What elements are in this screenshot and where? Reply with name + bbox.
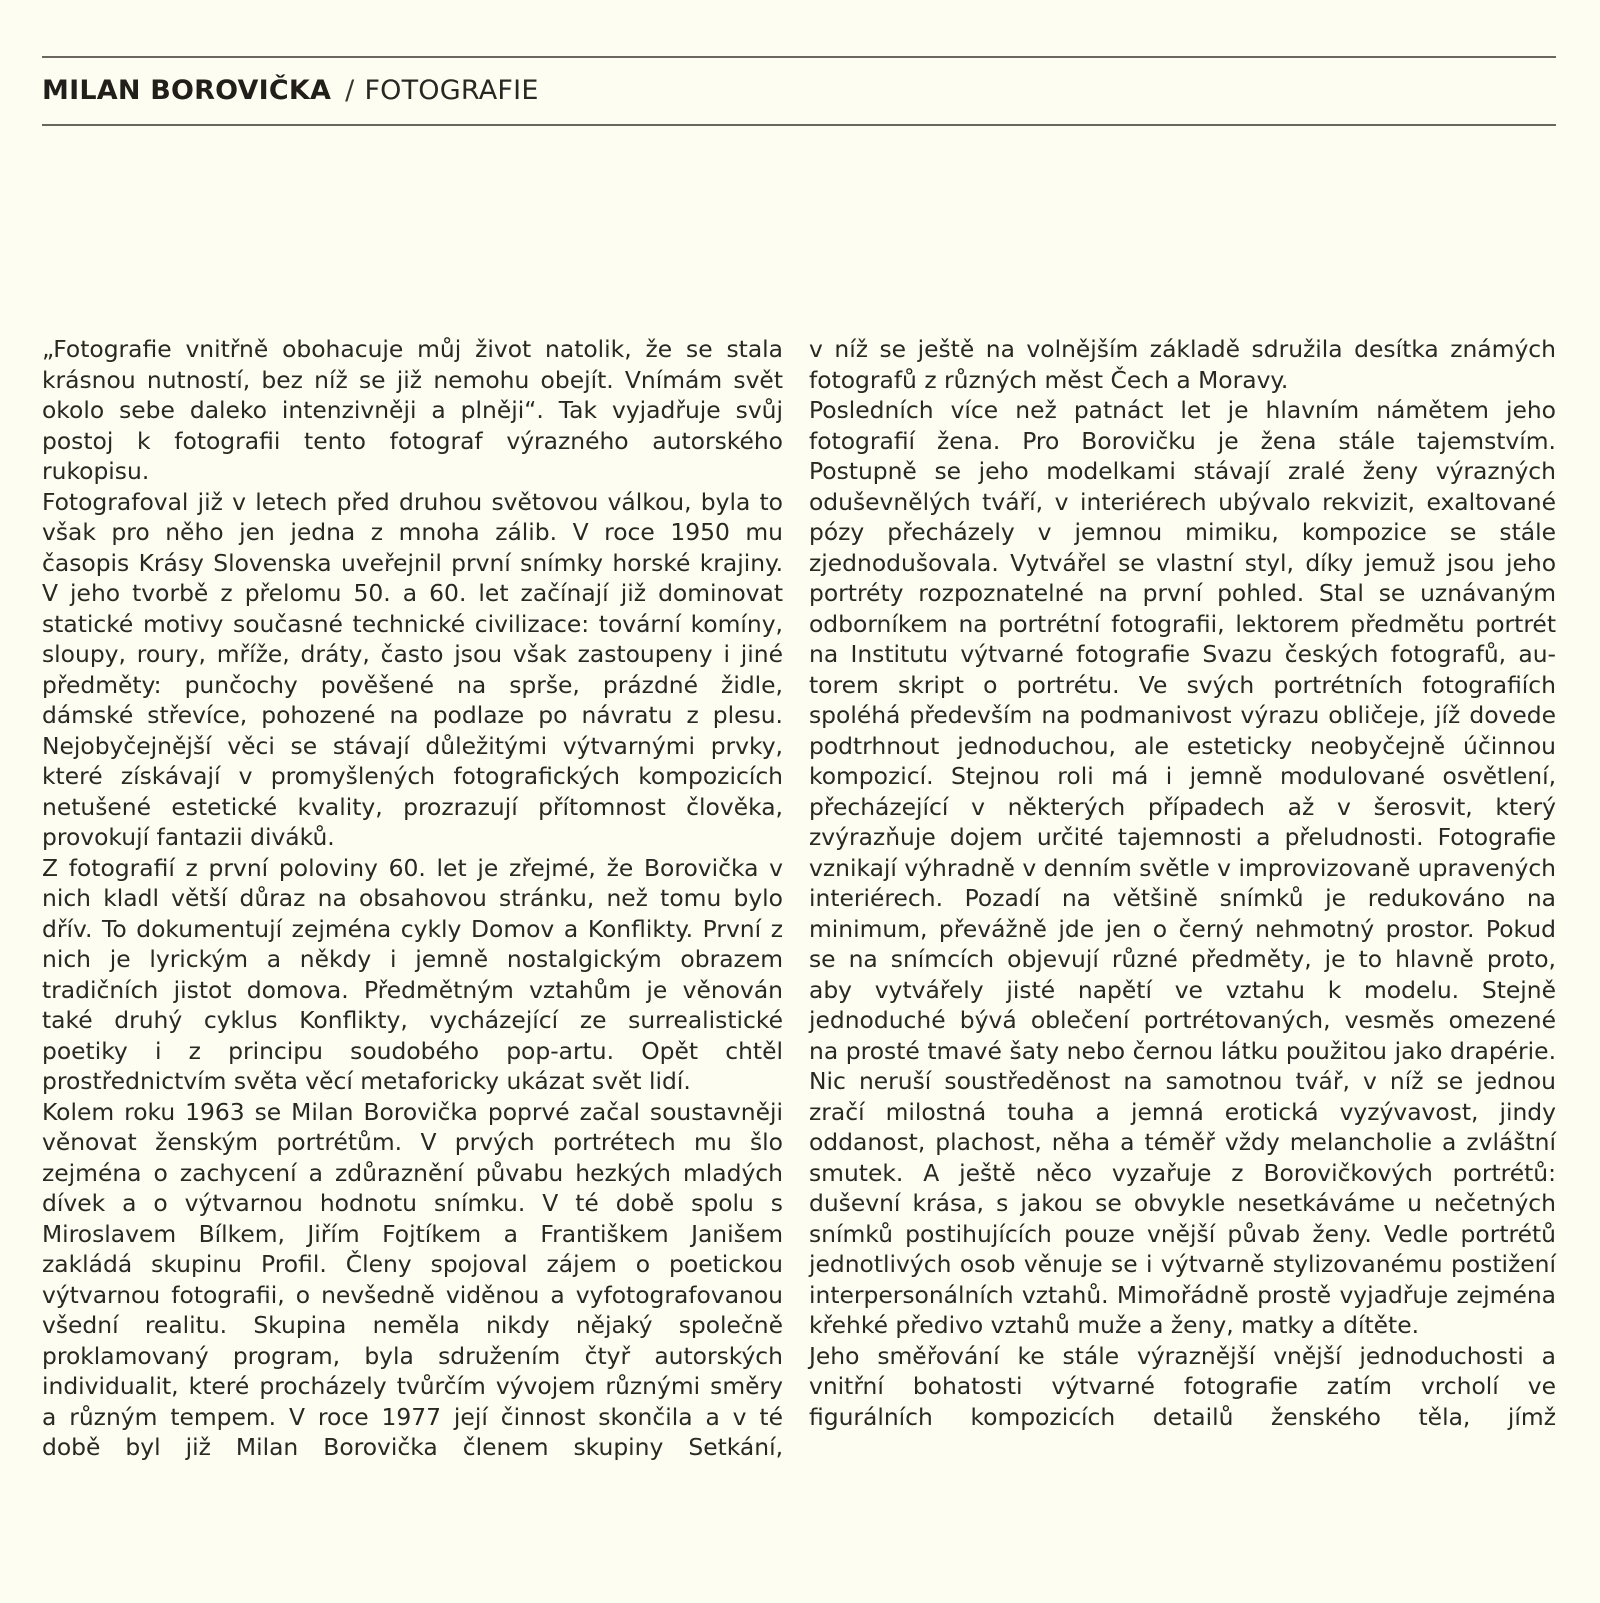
- paragraph: Z fotografií z první poloviny 60. let je zřejmé, že Borovička v nich kladl větší důraz na obsahovou stránku, než tomu bylo dřív. To dokumentují zejména cykly Domov a Konflikty. První z nich je lyrickým a někdy i jemně nostalgickým obrazem tradičních jistot domova. Předmětným vztahům je věnován také druhý cyklus Konflikty, vycházející ze surrealistické poetiky i z principu soudobého pop-artu. Opět chtěl prostřednictvím světa věcí metaforicky ukázat svět lidí.: [42, 853, 783, 1095]
- page-header: [42, 74, 539, 108]
- article-left-column: [42, 334, 783, 1463]
- header-top-rule: [42, 56, 1556, 58]
- paragraph: Jeho směřování ke stále výraznější vnější jednoduchosti a vnitřní bohatosti výtvarné fotografie zatím vrcholí ve figurálních kompozicích detailů ženského těla, jímž: [809, 1341, 1556, 1431]
- article-right-column: [809, 334, 1556, 1432]
- paragraph: Posledních více než patnáct let je hlavním námětem jeho fotografií žena. Pro Borovičku je žena stále tajemstvím. Postupně se jeho modelkami stávají zralé ženy výrazných oduševnělých tváří, v interiérech ubývalo rekvizit, exaltované pózy přecházely v jemnou mimiku, kompozice se stále zjednodušovala. Vytvářel se vlastní styl, díky jemuž jsou jeho portréty rozpoznatelné na první pohled. Stal se uznávaným odborníkem na portrétní fotografii, lektorem předmětu portrét na Institutu výtvarné fotografie Svazu českých fotografů, autorem skript o portrétu. Ve svých portrétních fotografiích spoléhá především na podmanivost výrazu obličeje, jíž dovede podtrhnout jednoduchou, ale esteticky neobyčejně účinnou kompozicí. Stejnou roli má i jemně modulované osvětlení, přecházející v některých případech až v šerosvit, který zvýrazňuje dojem určité tajemnosti a přeludnosti. Fotografie vznikají výhradně v denním světle v improvizovaně upravených interiérech. Pozadí na většině snímků je redukováno na minimum, převážně jde jen o černý nehmotný prostor. Pokud se na snímcích objevují různé předměty, je to hlavně proto, aby vytvářely jisté napětí ve vztahu k modelu. Stejně jednoduché bývá oblečení portrétovaných, vesměs omezené na prosté tmavé šaty nebo černou látku použitou jako drapérie. Nic neruší soustředěnost na samotnou tvář, v níž se jednou zračí milostná touha a jemná erotická vyzývavost, jindy oddanost, plachost, něha a téměř vždy melancholie a zvláštní smutek. A ještě něco vyzařuje z Borovičkových portrétů: duševní krása, s jakou se obvykle nesetkáváme u nečetných snímků postihujících pouze vnější půvab ženy. Vedle portrétů jednotlivých osob věnuje se i výtvarně stylizovanému postižení interpersonálních vztahů. Mimořádně prostě vyjadřuje zejména křehké předivo vztahů muže a ženy, matky a dítěte.: [809, 396, 1556, 1339]
- header-section: FOTOGRAFIE: [364, 75, 539, 106]
- paragraph: v níž se ještě na volnějším základě sdružila desítka známých fotografů z různých měst Čech a Moravy.: [809, 335, 1556, 394]
- header-separator: /: [345, 75, 355, 106]
- header-author: MILAN BOROVIČKA: [42, 75, 332, 106]
- header-bottom-rule: [42, 124, 1556, 126]
- paragraph: Fotografoval již v letech před druhou světovou válkou, byla to však pro něho jen jedna z mnoha zálib. V roce 1950 mu časopis Krásy Slovenska uveřejnil první snímky horské krajiny. V jeho tvorbě z přelomu 50. a 60. let začínají již dominovat statické motivy současné technické civilizace: tovární komíny, sloupy, roury, mříže, dráty, často jsou však zastoupeny i jiné předměty: punčochy pověšené na sprše, prázdné židle, dámské střevíce, pohozené na podlaze po návratu z plesu. Nejobyčejnější věci se stávají důležitými výtvarnými prvky, které získávají v promyšlených fotografických kompozicích netušené estetické kvality, prozrazují přítomnost člověka, provokují fantazii diváků.: [42, 487, 783, 851]
- paragraph: Kolem roku 1963 se Milan Borovička poprvé začal soustavněji věnovat ženským portrétům. V prvých portrétech mu šlo zejména o zachycení a zdůraznění půvabu hezkých mladých dívek a o výtvarnou hodnotu snímku. V té době spolu s Miroslavem Bílkem, Jiřím Fojtíkem a Františkem Janišem zakládá skupinu Profil. Členy spojoval zájem o poetickou výtvarnou fotografii, o nevšedně viděnou a vyfotografovanou všední realitu. Skupina neměla nikdy nějaký společně proklamovaný program, byla sdružením čtyř autorských individualit, které procházely tvůrčím vývojem různými směry a různým tempem. V roce 1977 její činnost skončila a v té době byl již Milan Borovička členem skupiny Setkání,: [42, 1097, 783, 1461]
- paragraph: „Fotografie vnitřně obohacuje můj život natolik, že se stala krásnou nutností, bez níž se již nemohu obejít. Vnímám svět okolo sebe daleko intenzivněji a plněji“. Tak vyjadřuje svůj postoj k fotografii tento fotograf výrazného autorského rukopisu.: [42, 335, 783, 485]
